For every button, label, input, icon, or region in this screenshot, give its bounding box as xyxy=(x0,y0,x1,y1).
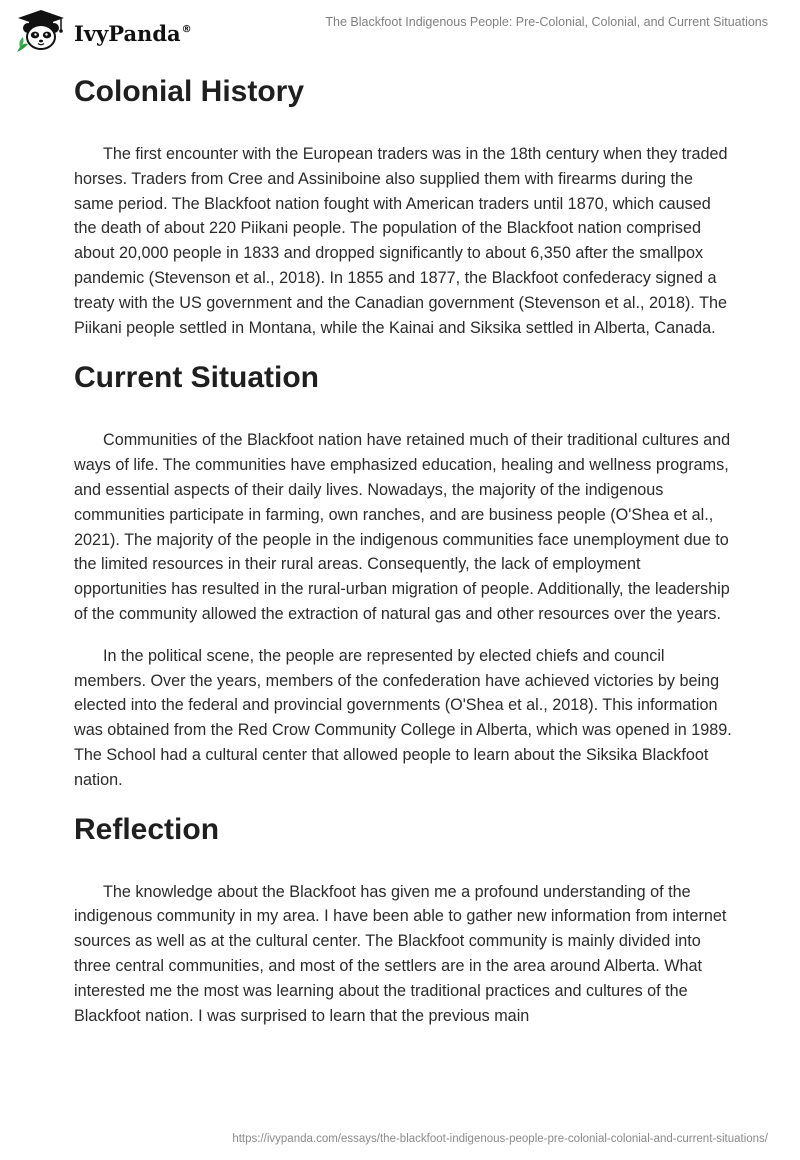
brand-name xyxy=(74,21,192,46)
paragraph-current-situation-1: Communities of the Blackfoot nation have retained much of their traditional cultures and ways of life. The communities have emphasized education, healing and wellness programs, and essential aspects of their daily lives. Nowadays, the majority of the indigenous communities participate in farming, own ranches, and are business people (O'Shea et al., 2021). The majority of the people in the indigenous communities face unemployment due to the limited resources in their rural areas. Consequently, the lack of employment opportunities has resulted in the rural-urban migration of people. Additionally, the leadership of the community allowed the extraction of natural gas and other resources over the years. xyxy=(74,431,731,623)
brand-name-text: IvyPanda xyxy=(74,20,181,46)
paragraph-current-situation-2: In the political scene, the people are represented by elected chiefs and council members. Over the years, members of the confederation have achieved victories by being elected into the federal and provincial governments (O'Shea et al., 2018). This information was obtained from the Red Crow Community College in Alberta, which was opened in 1989. The School had a cultural center that allowed people to learn about the Siksika Blackfoot nation. xyxy=(74,646,732,789)
page-header xyxy=(0,0,800,60)
panda-graduate-icon xyxy=(14,8,68,54)
registered-mark: ® xyxy=(181,23,192,35)
paragraph-colonial-history: The first encounter with the European traders was in the 18th century when they traded horses. Traders from Cree and Assiniboine also supplied them with firearms during the same period. The Blackfoot nation fought with American traders until 1870, which caused the death of about 220 Piikani people. The population of the Blackfoot nation comprised about 20,000 people in 1833 and dropped significantly to about 6,350 after the smallpox pandemic (Stevenson et al., 2018). In 1855 and 1877, the Blackfoot confederacy signed a treaty with the US government and the Canadian government (Stevenson et al., 2018). The Piikani people settled in Montana, while the Kainai and Siksika settled in Alberta, Canada. xyxy=(74,145,728,337)
section-heading-reflection: Reflection xyxy=(74,812,220,846)
section-heading-colonial-history: Colonial History xyxy=(74,75,305,108)
source-url[interactable]: https://ivypanda.com/essays/the-blackfoot-indigenous-people-pre-colonial-colonial-and-current-situations/ xyxy=(232,1133,768,1145)
paragraph-reflection: The knowledge about the Blackfoot has given me a profound understanding of the indigenous community in my area. I have been able to gather new information from internet sources as well as at the cultural center. The Blackfoot community is mainly divided into three central communities, and most of the settlers are in the area around Alberta. What interested me the most was learning about the traditional practices and cultures of the Blackfoot nation. I was surprised to learn that the previous main xyxy=(74,882,727,1025)
ivypanda-logo[interactable] xyxy=(14,8,192,54)
essay-content xyxy=(74,62,734,1028)
document-title: The Blackfoot Indigenous People: Pre-Colonial, Colonial, and Current Situations xyxy=(325,15,768,29)
section-heading-current-situation: Current Situation xyxy=(74,361,319,395)
